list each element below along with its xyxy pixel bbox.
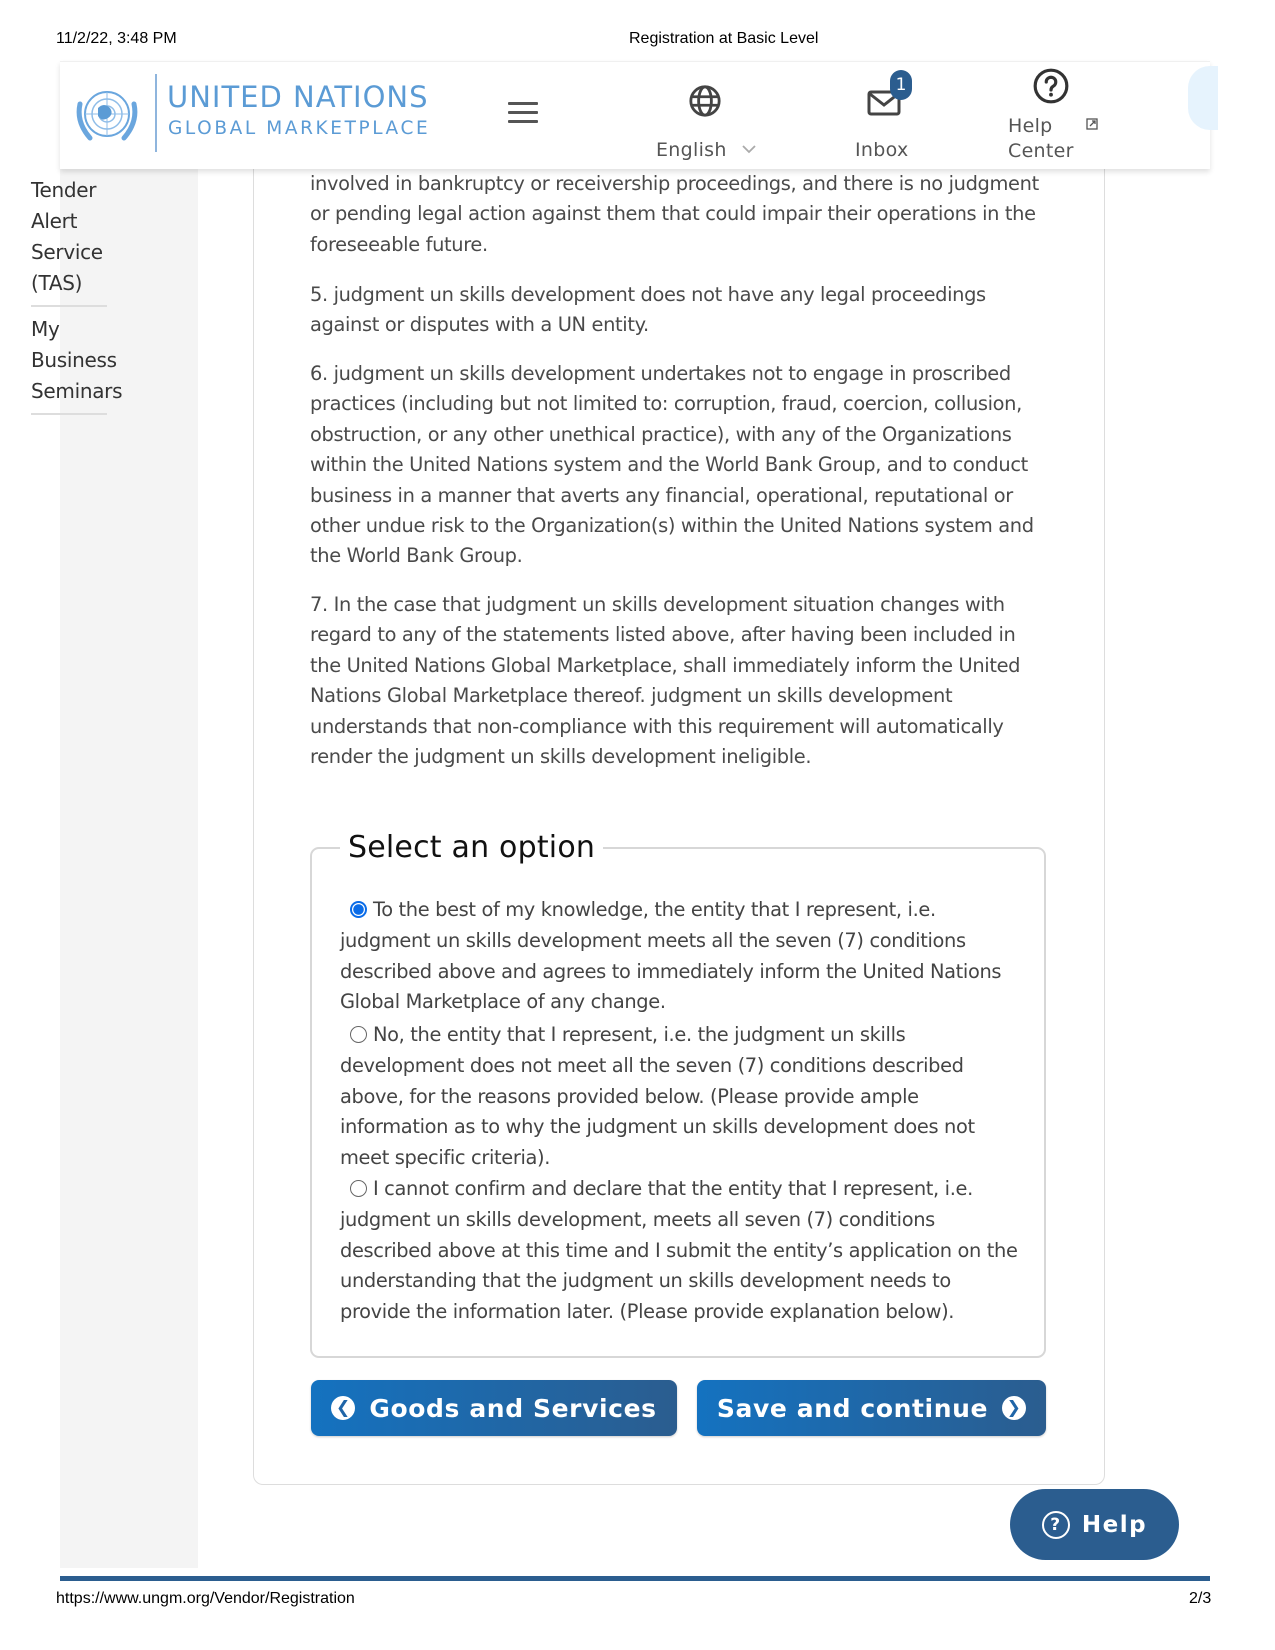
- print-page-number: 2/3: [1189, 1590, 1212, 1607]
- sidebar-item-tender-alert-service[interactable]: [31, 175, 107, 299]
- option-label: No, the entity that I represent, i.e. the judgment un skills development does not meet all the seven (7) conditions described above, for the reasons provided below. (Please provide ample information as to why the judgment un skills development does not meet specific criteria).: [340, 1023, 975, 1170]
- un-emblem-icon: [72, 84, 142, 148]
- option-group-legend: Select an option: [348, 830, 596, 865]
- help-center-link[interactable]: [1008, 114, 1074, 164]
- help-widget-label: Help: [1081, 1511, 1148, 1538]
- sidebar-item-label: Tender: [31, 178, 97, 202]
- help-widget-button[interactable]: [1010, 1489, 1179, 1560]
- inbox-unread-badge: 1: [890, 70, 912, 100]
- sidebar-item-label: Business: [31, 348, 117, 372]
- logo-title[interactable]: UNITED NATIONS: [167, 80, 429, 114]
- option-does-not-meet[interactable]: [340, 1020, 1020, 1174]
- declaration-paragraph-7: 7. In the case that judgment un skills development situation changes with regard to any of the statements listed above, after having been included in the United Nations Global Marketplace, shall immediately inform the United Nations Global Marketplace thereof. judgment un skills development understands that non-compliance with this requirement will automatically render the judgment un skills development ineligible.: [310, 593, 1021, 769]
- save-button-label: Save and continue: [716, 1393, 989, 1423]
- declaration-paragraph-4-continued: involved in bankruptcy or receivership proceedings, and there is no judgment or pending legal action against them that could impair their operations in the foreseeable future.: [310, 172, 1039, 256]
- sidebar-item-label: Service: [31, 240, 103, 264]
- option-label: I cannot confirm and declare that the entity that I represent, i.e. judgment un skills development, meets all seven (7) conditions described above at this time and I submit the entity’s application on the understanding that the judgment un skills development needs to provide the information later. (Please provide explanation below).: [340, 1177, 1018, 1324]
- external-link-icon: [1086, 118, 1098, 130]
- save-and-continue-button[interactable]: [697, 1380, 1046, 1436]
- help-center-label-line1: Help: [1008, 115, 1053, 137]
- sidebar-divider: [31, 413, 107, 415]
- site-header: [60, 61, 1210, 169]
- radio-cannot-confirm[interactable]: [350, 1180, 367, 1197]
- arrow-left-circle-icon: ❮: [331, 1396, 355, 1420]
- sidebar-item-label: Seminars: [31, 379, 123, 403]
- print-datetime: 11/2/22, 3:48 PM: [56, 30, 177, 47]
- sidebar-item-my-business-seminars[interactable]: [31, 314, 123, 407]
- footer-divider: [60, 1576, 1210, 1581]
- arrow-right-circle-icon: ❯: [1002, 1396, 1026, 1420]
- hamburger-icon[interactable]: [508, 102, 538, 124]
- inbox-link[interactable]: Inbox: [855, 139, 909, 161]
- chevron-down-icon: [741, 144, 757, 154]
- question-circle-icon: ?: [1042, 1511, 1070, 1539]
- sidebar-divider: [31, 305, 107, 307]
- sidebar-item-label: Alert: [31, 209, 78, 233]
- back-button-label: Goods and Services: [369, 1393, 657, 1423]
- question-circle-icon[interactable]: [1032, 67, 1070, 105]
- user-menu-button[interactable]: [1188, 66, 1218, 130]
- sidebar-item-label: My: [31, 317, 60, 341]
- option-label: To the best of my knowledge, the entity that I represent, i.e. judgment un skills development meets all the seven (7) conditions described above and agrees to immediately inform the United Nations Global Marketplace of any change.: [340, 898, 1002, 1014]
- logo-divider: [155, 74, 157, 152]
- language-selector[interactable]: [656, 139, 757, 161]
- declaration-paragraph-6: 6. judgment un skills development undertakes not to engage in proscribed practices (including but not limited to: corruption, fraud, coercion, collusion, obstruction, or any other unethical practice), with any of the Organizations within the United Nations system and the World Bank Group, and to conduct business in a manner that averts any financial, operational, reputational or other undue risk to the Organization(s) within the United Nations system and the World Bank Group.: [310, 362, 1034, 568]
- back-goods-and-services-button[interactable]: [311, 1380, 677, 1436]
- radio-does-not-meet[interactable]: [350, 1026, 367, 1043]
- declaration-paragraph-5: 5. judgment un skills development does not have any legal proceedings against or disputes with a UN entity.: [310, 283, 986, 337]
- sidebar-item-label: (TAS): [31, 271, 83, 295]
- radio-meets-conditions[interactable]: [350, 901, 367, 918]
- logo-subtitle[interactable]: GLOBAL MARKETPLACE: [168, 118, 431, 139]
- globe-icon[interactable]: [688, 84, 722, 118]
- option-cannot-confirm[interactable]: [340, 1174, 1020, 1328]
- help-center-label-line2: Center: [1008, 140, 1074, 162]
- language-label: English: [656, 139, 727, 161]
- option-meets-conditions[interactable]: [340, 895, 1020, 1018]
- print-page-title: Registration at Basic Level: [629, 30, 819, 47]
- print-url: https://www.ungm.org/Vendor/Registration: [56, 1590, 355, 1607]
